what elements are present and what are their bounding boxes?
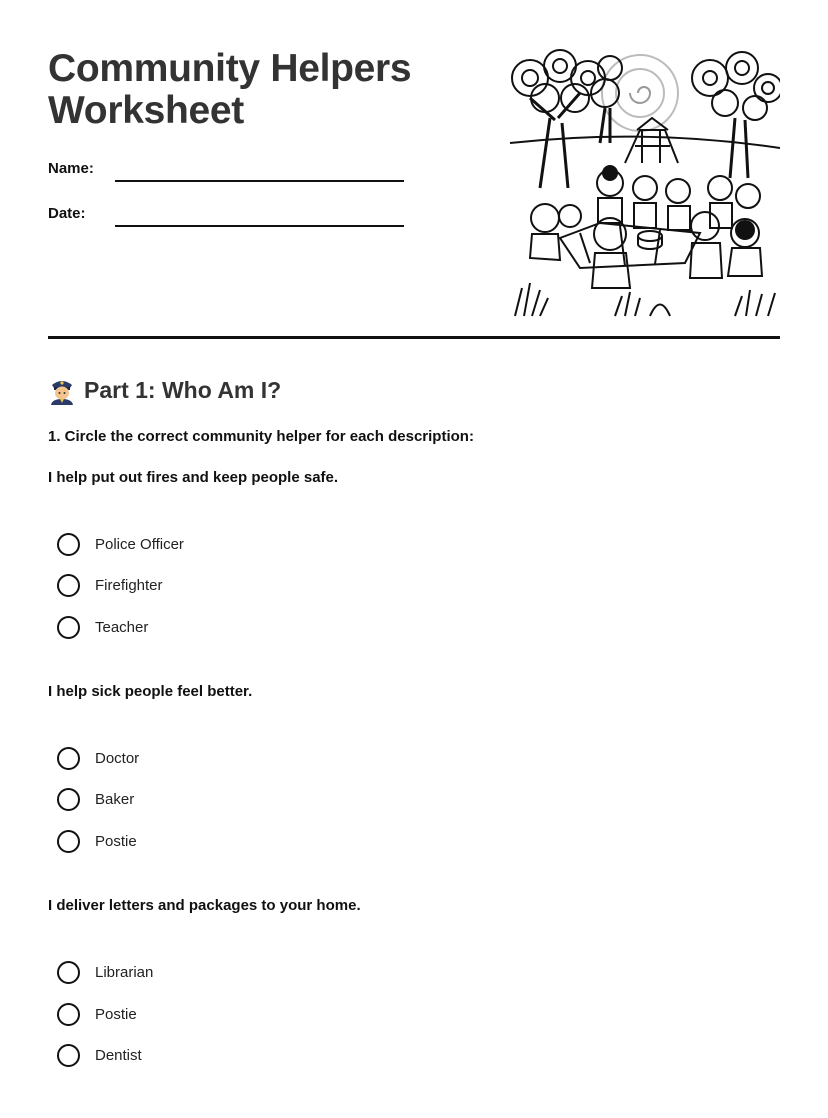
option-label: Firefighter [95,576,163,594]
name-field[interactable] [48,158,408,182]
option-postie[interactable] [57,828,137,854]
option-teacher[interactable] [57,614,148,640]
police-officer-icon [48,375,76,405]
option-label: Doctor [95,749,140,767]
option-police-officer[interactable] [57,531,184,557]
date-label: Date: [48,205,86,222]
question-1-prompt: I help put out fires and keep people safe. [48,469,339,486]
option-librarian[interactable] [57,959,153,985]
date-field[interactable] [48,203,408,227]
option-baker[interactable] [57,786,134,812]
option-firefighter[interactable] [57,572,163,598]
date-line[interactable] [115,225,404,227]
radio-button[interactable] [57,788,80,811]
instruction-text: 1. Circle the correct community helper for each description: [48,428,474,445]
option-label: Postie [95,832,137,850]
option-label: Police Officer [95,535,184,553]
radio-button[interactable] [57,533,80,556]
option-label: Librarian [95,963,154,981]
children-in-park-illustration [510,48,780,318]
option-label: Postie [95,1005,137,1023]
title-line-2: Worksheet [48,89,244,132]
option-label: Dentist [95,1046,142,1064]
radio-button[interactable] [57,747,80,770]
radio-button[interactable] [57,1044,80,1067]
radio-button[interactable] [57,616,80,639]
part1-heading [48,374,281,406]
question-2-prompt: I help sick people feel better. [48,683,253,700]
option-label: Teacher [95,618,149,636]
radio-button[interactable] [57,1003,80,1026]
radio-button[interactable] [57,574,80,597]
title-line-1: Community Helpers [48,47,412,90]
option-doctor[interactable] [57,745,139,771]
radio-button[interactable] [57,961,80,984]
option-dentist[interactable] [57,1042,142,1068]
name-label: Name: [48,160,94,177]
option-label: Baker [95,790,135,808]
radio-button[interactable] [57,830,80,853]
part1-title: Part 1: Who Am I? [84,376,282,403]
name-line[interactable] [115,180,404,182]
worksheet-title [48,48,411,132]
question-3-prompt: I deliver letters and packages to your home. [48,897,361,914]
header-divider [48,336,780,339]
option-postie[interactable] [57,1001,137,1027]
